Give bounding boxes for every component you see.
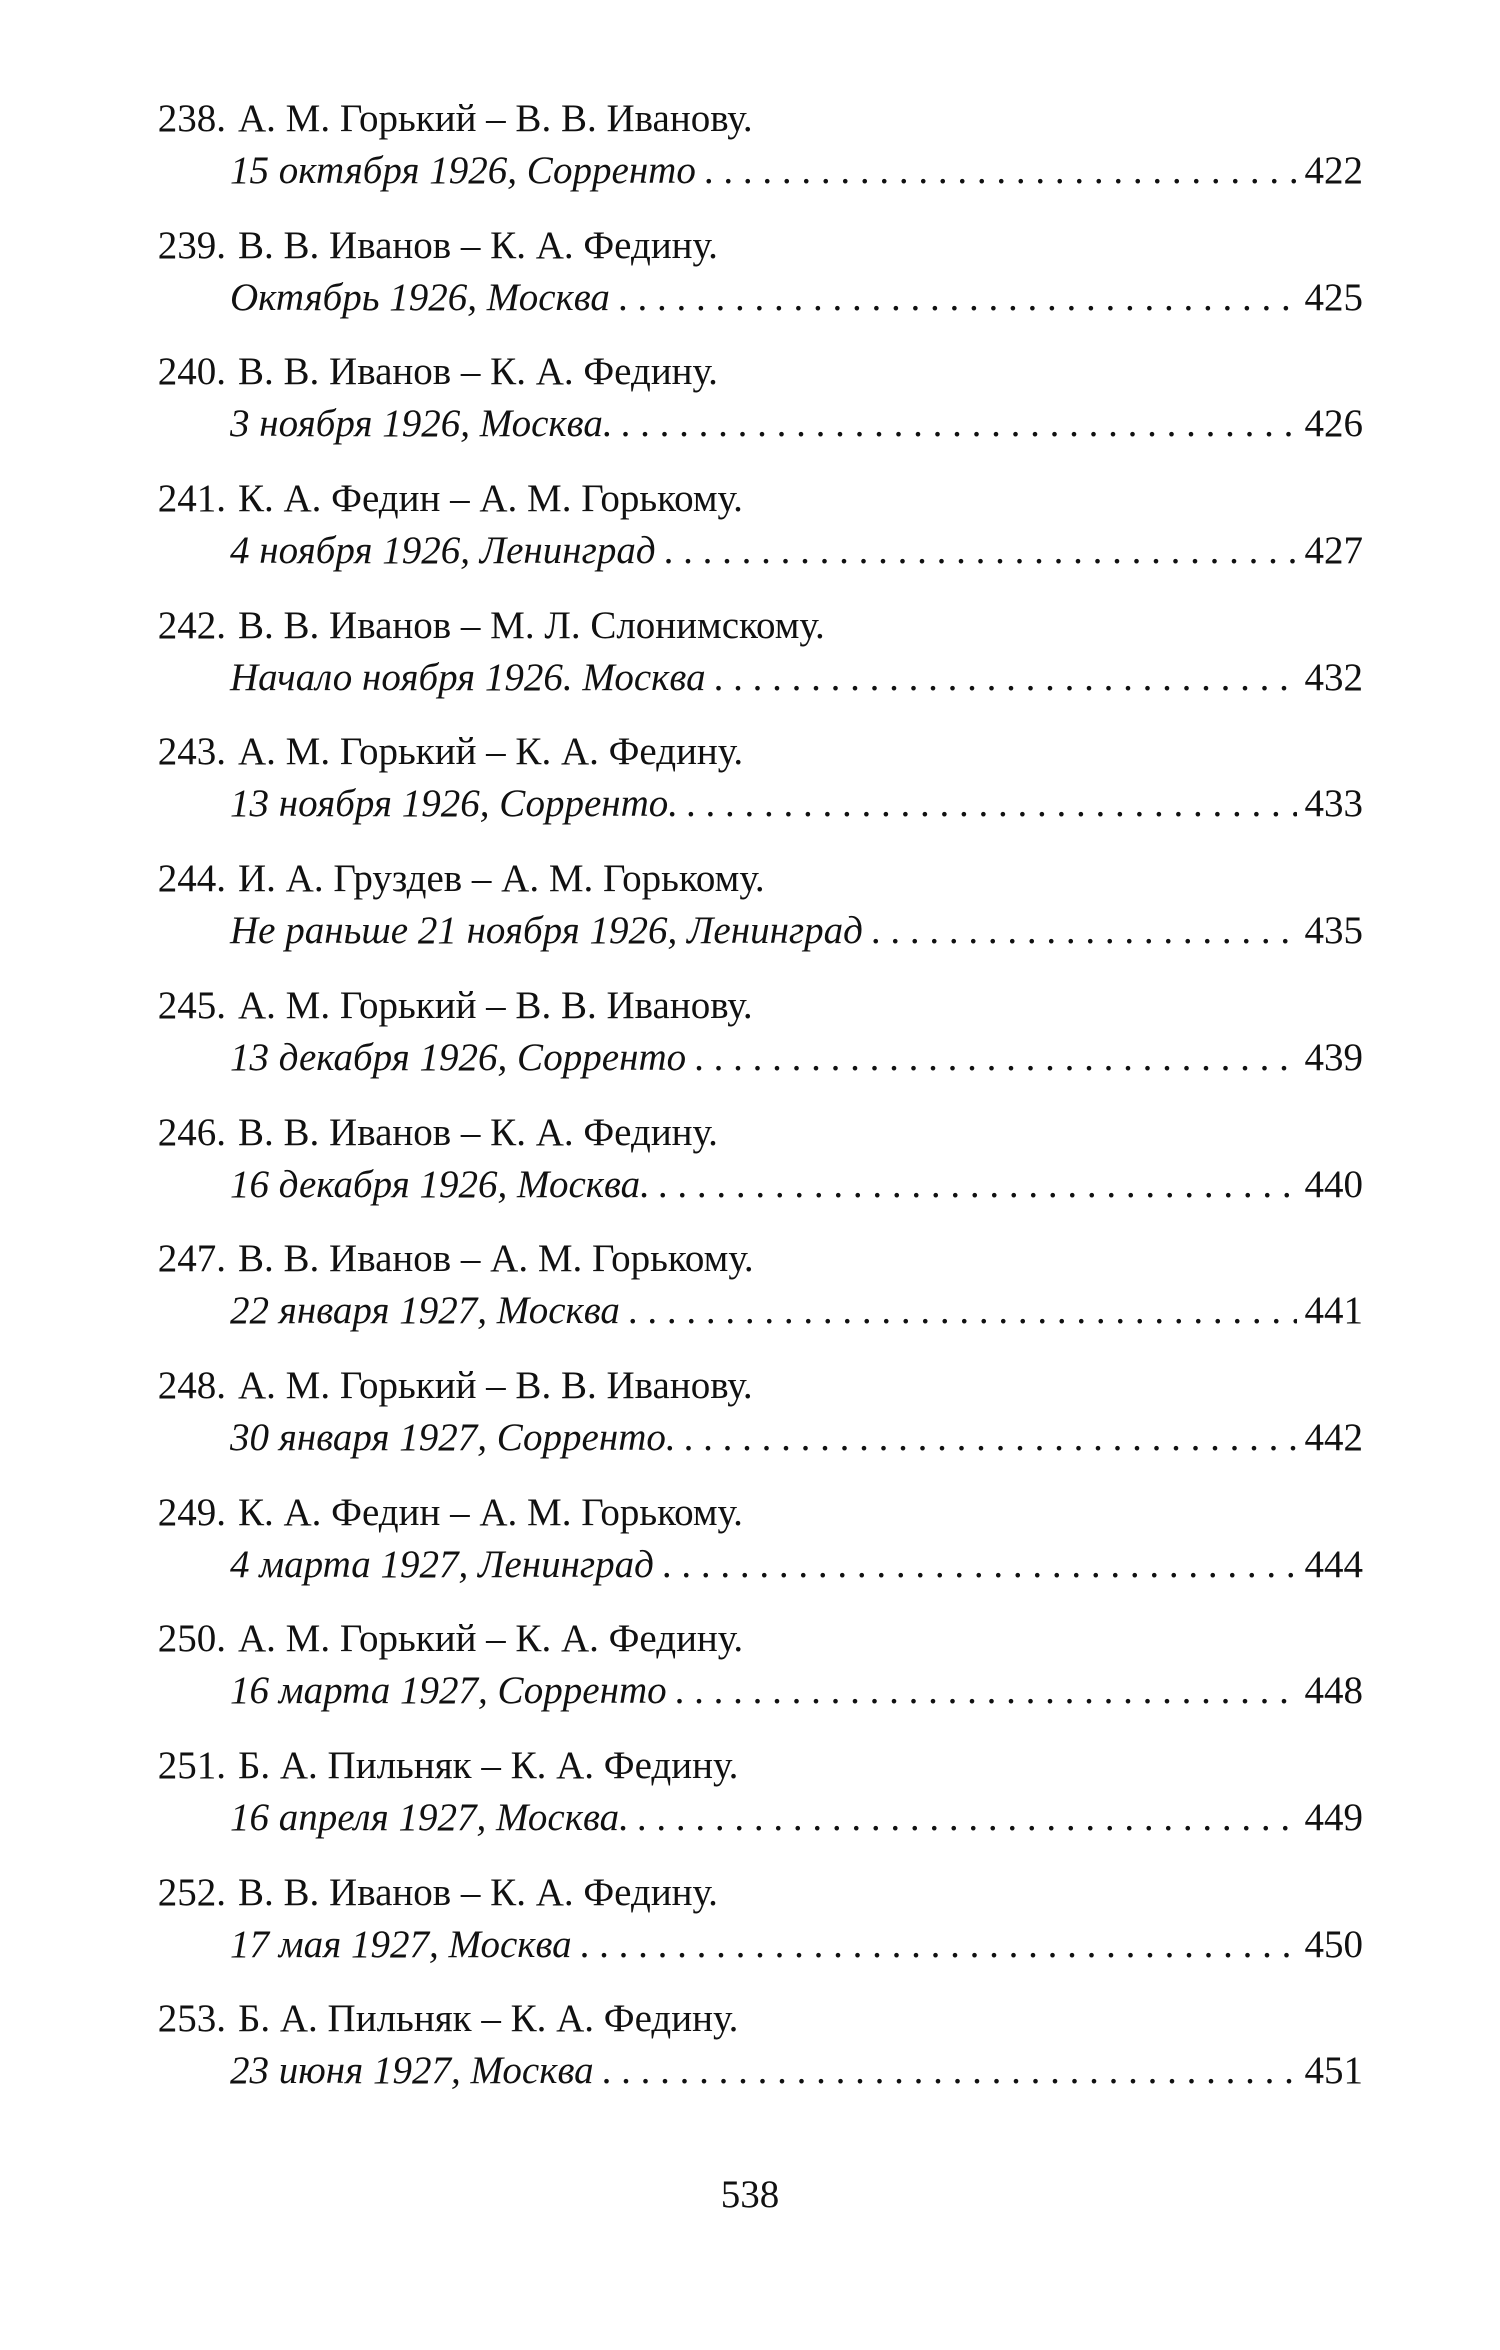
entry-page-number: 442 bbox=[1304, 1415, 1363, 1459]
entry-page-number: 432 bbox=[1304, 655, 1363, 699]
entry-page-number: 433 bbox=[1304, 782, 1363, 826]
entry-date: Начало ноября 1926. Москва bbox=[230, 655, 706, 699]
entry-title: И. А. Груздев – А. М. Горькому. bbox=[238, 857, 765, 901]
entry-number: 246. bbox=[157, 1110, 226, 1154]
dot-leader bbox=[621, 397, 1297, 451]
toc-entry bbox=[0, 1106, 1500, 1233]
entry-date: 16 апреля 1927, Москва. bbox=[230, 1795, 629, 1839]
dot-leader bbox=[871, 904, 1297, 958]
entry-page-number: 440 bbox=[1304, 1162, 1363, 1206]
entry-date: 4 марта 1927, Ленинград bbox=[230, 1542, 654, 1586]
entry-number: 247. bbox=[157, 1237, 226, 1281]
toc-entry bbox=[0, 852, 1500, 979]
entry-date: 13 ноября 1926, Сорренто. bbox=[230, 782, 679, 826]
entry-title: А. М. Горький – К. А. Федину. bbox=[238, 1617, 744, 1661]
entry-date: Октябрь 1926, Москва bbox=[230, 275, 610, 319]
dot-leader bbox=[714, 651, 1297, 705]
entry-title: В. В. Иванов – А. М. Горькому. bbox=[238, 1237, 754, 1281]
entry-date: 23 июня 1927, Москва bbox=[230, 2049, 594, 2093]
entry-number: 250. bbox=[157, 1617, 226, 1661]
dot-leader bbox=[637, 1791, 1297, 1845]
entry-date: 3 ноября 1926, Москва. bbox=[230, 402, 613, 446]
entry-number: 240. bbox=[157, 350, 226, 394]
dot-leader bbox=[664, 524, 1297, 578]
entry-title: К. А. Федин – А. М. Горькому. bbox=[238, 477, 743, 521]
entry-number: 248. bbox=[157, 1363, 226, 1407]
entry-page-number: 435 bbox=[1304, 909, 1363, 953]
entry-title: А. М. Горький – К. А. Федину. bbox=[238, 730, 744, 774]
entry-number: 249. bbox=[157, 1490, 226, 1534]
entry-page-number: 426 bbox=[1304, 402, 1363, 446]
dot-leader bbox=[704, 144, 1297, 198]
toc-entry bbox=[0, 979, 1500, 1106]
toc-entry bbox=[0, 1486, 1500, 1613]
entry-title: Б. А. Пильняк – К. А. Федину. bbox=[238, 1743, 739, 1787]
entry-date: Не раньше 21 ноября 1926, Ленинград bbox=[230, 909, 863, 953]
dot-leader bbox=[684, 1411, 1297, 1465]
entry-page-number: 425 bbox=[1304, 275, 1363, 319]
dot-leader bbox=[628, 1284, 1297, 1338]
toc-entry bbox=[0, 599, 1500, 726]
toc-entry bbox=[0, 1232, 1500, 1359]
entry-number: 243. bbox=[157, 730, 226, 774]
entry-number: 244. bbox=[157, 857, 226, 901]
toc-entry bbox=[0, 472, 1500, 599]
entry-title: А. М. Горький – В. В. Иванову. bbox=[238, 1363, 753, 1407]
entry-title: А. М. Горький – В. В. Иванову. bbox=[238, 983, 753, 1027]
entry-page-number: 439 bbox=[1304, 1035, 1363, 1079]
entry-date: 16 декабря 1926, Москва. bbox=[230, 1162, 650, 1206]
entry-number: 241. bbox=[157, 477, 226, 521]
toc-entry bbox=[0, 1612, 1500, 1739]
dot-leader bbox=[602, 2044, 1297, 2098]
toc-entry bbox=[0, 219, 1500, 346]
entry-number: 242. bbox=[157, 603, 226, 647]
toc-entry bbox=[0, 1739, 1500, 1866]
entry-date: 15 октября 1926, Сорренто bbox=[230, 149, 696, 192]
entry-page-number: 427 bbox=[1304, 529, 1363, 573]
dot-leader bbox=[675, 1664, 1297, 1718]
table-of-contents bbox=[0, 92, 1500, 2119]
entry-title: В. В. Иванов – К. А. Федину. bbox=[238, 1870, 718, 1914]
entry-page-number: 451 bbox=[1304, 2049, 1363, 2093]
dot-leader bbox=[694, 1031, 1296, 1085]
toc-entry bbox=[0, 1866, 1500, 1993]
dot-leader bbox=[580, 1918, 1297, 1972]
entry-title: Б. А. Пильняк – К. А. Федину. bbox=[238, 1997, 739, 2041]
dot-leader bbox=[618, 271, 1297, 325]
entry-page-number: 444 bbox=[1304, 1542, 1363, 1586]
dot-leader bbox=[686, 777, 1296, 831]
entry-number: 253. bbox=[157, 1997, 226, 2041]
entry-title: К. А. Федин – А. М. Горькому. bbox=[238, 1490, 743, 1534]
toc-entry bbox=[0, 92, 1500, 219]
dot-leader bbox=[658, 1158, 1297, 1212]
entry-date: 4 ноября 1926, Ленинград bbox=[230, 529, 656, 573]
entry-page-number: 450 bbox=[1304, 1922, 1363, 1966]
entry-page-number: 449 bbox=[1304, 1795, 1363, 1839]
entry-date: 13 декабря 1926, Сорренто bbox=[230, 1035, 687, 1079]
entry-page-number: 441 bbox=[1304, 1289, 1363, 1333]
entry-date: 22 января 1927, Москва bbox=[230, 1289, 620, 1333]
entry-number: 239. bbox=[157, 223, 226, 267]
entry-title: В. В. Иванов – К. А. Федину. bbox=[238, 350, 718, 394]
toc-entry bbox=[0, 1992, 1500, 2119]
entry-title: В. В. Иванов – К. А. Федину. bbox=[238, 1110, 718, 1154]
entry-date: 30 января 1927, Сорренто. bbox=[230, 1415, 676, 1459]
page-folio-number: 538 bbox=[720, 2173, 780, 2216]
entry-number: 251. bbox=[157, 1743, 226, 1787]
entry-page-number: 448 bbox=[1304, 1669, 1363, 1713]
entry-number: 238. bbox=[157, 97, 226, 140]
toc-entry bbox=[0, 725, 1500, 852]
entry-title: А. М. Горький – В. В. Иванову. bbox=[238, 97, 753, 140]
entry-number: 252. bbox=[157, 1870, 226, 1914]
dot-leader bbox=[662, 1538, 1297, 1592]
toc-entry bbox=[0, 1359, 1500, 1486]
entry-number: 245. bbox=[157, 983, 226, 1027]
entry-title: В. В. Иванов – К. А. Федину. bbox=[238, 223, 718, 267]
toc-entry bbox=[0, 345, 1500, 472]
entry-date: 17 мая 1927, Москва bbox=[230, 1922, 572, 1966]
entry-date: 16 марта 1927, Сорренто bbox=[230, 1669, 667, 1713]
entry-page-number: 422 bbox=[1304, 149, 1363, 192]
entry-title: В. В. Иванов – М. Л. Слонимскому. bbox=[238, 603, 825, 647]
